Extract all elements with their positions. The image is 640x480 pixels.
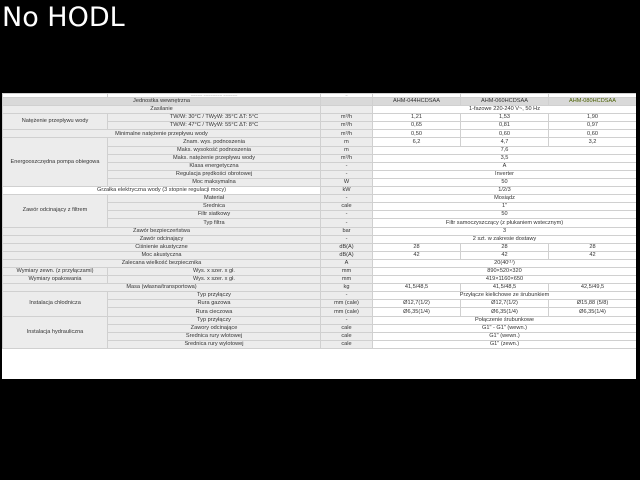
row-label: Wys. x szer. x gł. [108,276,321,284]
unit-cell: - [321,316,373,324]
table-row [3,292,637,300]
table-row [3,276,637,284]
value-cell: 0,50 [373,130,461,138]
table-row [3,187,637,195]
value-cell: 41,5/48,5 [373,284,461,292]
row-label: Zasilanie [3,106,321,114]
unit-cell [321,106,373,114]
row-label: Moc maksymalna [108,178,321,186]
unit-cell: - [321,162,373,170]
table-row [3,284,637,292]
unit-cell: m³/h [321,122,373,130]
value-cell: Mosiądz [373,195,637,203]
overlay-title: No HODL [2,2,125,33]
table-row [3,130,637,138]
row-label: Moc akustyczna [3,251,321,259]
group-label: Zawór odcinający z filtrem [3,195,108,227]
spec-table-image [2,93,636,379]
model-header-highlighted: AHM-080HCDSAA [549,98,637,106]
row-label: Zawory odcinające [108,324,321,332]
row-label: Rura cieczowa [108,308,321,316]
table-row [3,114,637,122]
group-label: Instalacja hydrauliczna [3,316,108,348]
unit-cell: cale [321,324,373,332]
row-label: Wys. x szer. x gł. [108,267,321,275]
value-cell: 28 [549,243,637,251]
group-label: Natężenie przepływu wody [3,114,108,130]
row-label: Rura gazowa [108,300,321,308]
group-label: Wymiary zewn. (z przyłączami) [3,267,108,275]
value-cell: 1-fazowe 220-240 V~, 50 Hz [373,106,637,114]
row-label: Znam. wys. podnoszenia [108,138,321,146]
value-cell: 7,6 [373,146,637,154]
value-cell: Połączenie śrubunkowe [373,316,637,324]
row-label: Zawór odcinający [3,235,321,243]
value-cell: 28 [461,243,549,251]
value-cell: 1,21 [373,114,461,122]
value-cell: 42,5/49,5 [549,284,637,292]
unit-cell: - [321,211,373,219]
value-cell: 2 szt. w zakresie dostawy [373,235,637,243]
value-cell: Ø15,88 (5/8) [549,300,637,308]
row-label: Średnica rury wylotowej [108,340,321,348]
header-unit [321,98,373,106]
unit-cell: - [321,235,373,243]
row-label: Typ przyłączy [108,316,321,324]
unit-cell: mm (cale) [321,308,373,316]
unit-cell: m³/h [321,114,373,122]
unit-cell: - [321,195,373,203]
unit-cell: A [321,259,373,267]
value-cell: 0,81 [461,122,549,130]
value-cell: 42 [461,251,549,259]
unit-cell: - [321,292,373,300]
row-label: Klasa energetyczna [108,162,321,170]
table-row [3,243,637,251]
value-cell: 0,60 [549,130,637,138]
value-cell: 1/2/3 [373,187,637,195]
unit-cell: mm (cale) [321,300,373,308]
row-label: Typ przyłączy [108,292,321,300]
row-label: Minimalne natężenie przepływu wody [3,130,321,138]
row-label: Ciśnienie akustyczne [3,243,321,251]
group-label: Energooszczędna pompa obiegowa [3,138,108,187]
unit-cell: mm [321,267,373,275]
value-cell: 42 [373,251,461,259]
value-cell: 0,60 [461,130,549,138]
row-label: Materiał [108,195,321,203]
unit-cell: cale [321,340,373,348]
value-cell: 419×1160×650 [373,276,637,284]
group-label: Instalacja chłodnicza [3,292,108,316]
unit-cell: - [321,219,373,227]
table-row [3,138,637,146]
value-cell: 41,5/48,5 [461,284,549,292]
value-cell: 42 [549,251,637,259]
unit-cell: cale [321,203,373,211]
unit-cell: - [321,170,373,178]
value-cell: 1,53 [461,114,549,122]
value-cell: Filtr samoczyszczący (z płukaniem wstecznym) [373,219,637,227]
value-cell: 890×520×320 [373,267,637,275]
header-row [3,98,637,106]
unit-cell: kg [321,284,373,292]
unit-cell: W [321,178,373,186]
value-cell: 3 [373,227,637,235]
unit-cell: kW [321,187,373,195]
table-row [3,195,637,203]
row-label: Średnica [108,203,321,211]
value-cell: 6,2 [373,138,461,146]
value-cell: Ø6,35(1/4) [549,308,637,316]
unit-cell: m [321,146,373,154]
row-label: Masa (własna/transportowa) [3,284,321,292]
unit-cell: m [321,138,373,146]
value-cell: G1" - G1" (wewn.) [373,324,637,332]
value-cell: 0,65 [373,122,461,130]
table-row [3,267,637,275]
value-cell: 1" [373,203,637,211]
row-label: Filtr siatkowy [108,211,321,219]
value-cell: 50 [373,178,637,186]
table-row [3,259,637,267]
unit-cell: bar [321,227,373,235]
value-cell: 1,90 [549,114,637,122]
table-row [3,316,637,324]
value-cell: G1" (wewn.) [373,332,637,340]
cut-cell: ~ [321,94,373,98]
unit-cell: dB(A) [321,251,373,259]
value-cell: Przyłącze kielichowe ze śrubunkiem [373,292,637,300]
table-row [3,235,637,243]
value-cell: G1" (zewn.) [373,340,637,348]
row-label: Zawór bezpieczeństwa [3,227,321,235]
row-label: TW/W: 30°C / TWyW: 35°C ΔT: 5°C [108,114,321,122]
value-cell: 3,5 [373,154,637,162]
value-cell: A [373,162,637,170]
row-label: Regulacja prędkości obrotowej [108,170,321,178]
unit-cell: m³/h [321,130,373,138]
unit-cell: m³/h [321,154,373,162]
value-cell: 4,7 [461,138,549,146]
table-row [3,106,637,114]
table-row [3,227,637,235]
row-label: Grzałka elektryczna wody (3 stopnie regulacji mocy) [3,187,321,195]
table-row [3,251,637,259]
unit-cell: mm [321,276,373,284]
value-cell: Ø6,35(1/4) [373,308,461,316]
row-label: Maks. wysokość podnoszenia [108,146,321,154]
row-label: Maks. natężenie przepływu wody [108,154,321,162]
row-label: Zalecana wielkość bezpiecznika [3,259,321,267]
model-header: AHM-044HCDSAA [373,98,461,106]
value-cell: 50 [373,211,637,219]
value-cell: Inverter [373,170,637,178]
row-label: Typ filtra [108,219,321,227]
unit-cell: dB(A) [321,243,373,251]
row-label: TW/W: 47°C / TWyW: 55°C ΔT: 8°C [108,122,321,130]
row-label: Średnica rury wlotowej [108,332,321,340]
unit-cell: cale [321,332,373,340]
value-cell: Ø12,7(1/2) [461,300,549,308]
value-cell: 3,2 [549,138,637,146]
value-cell: 0,97 [549,122,637,130]
value-cell: 28 [373,243,461,251]
group-label: Wymiary opakowania [3,276,108,284]
spec-table [2,93,636,349]
value-cell: Ø6,35(1/4) [461,308,549,316]
header-label: Jednostka wewnętrzna [3,98,321,106]
value-cell: Ø12,7(1/2) [373,300,461,308]
model-header: AHM-060HCDSAA [461,98,549,106]
cut-cell: ~~~~~ ~~~~~~~~ ~~~~~~ [108,94,321,98]
value-cell: 20(40⁽¹⁾) [373,259,637,267]
